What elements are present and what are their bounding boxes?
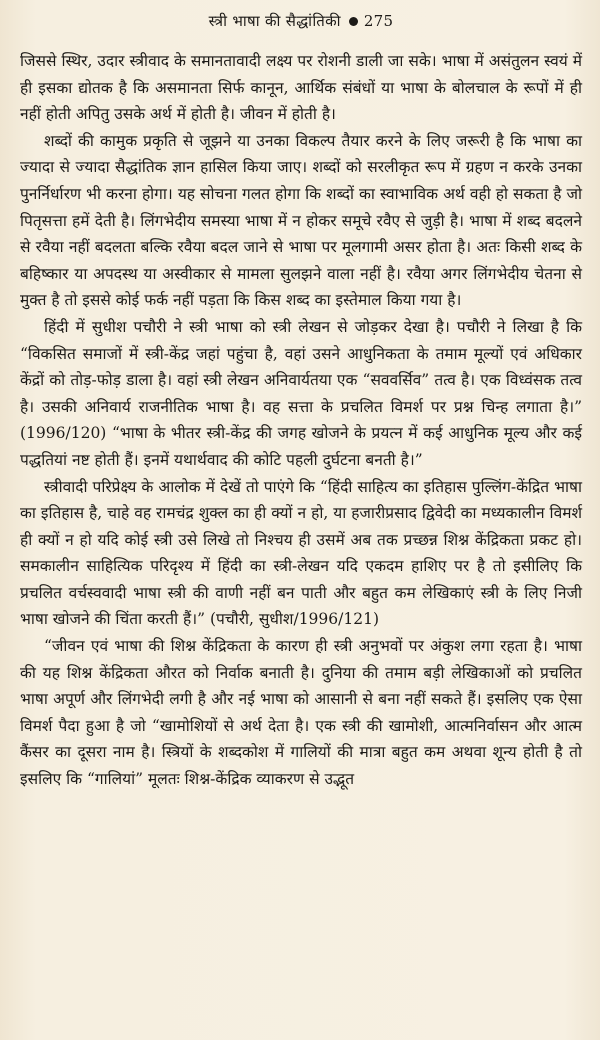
- page-number: 275: [363, 12, 394, 30]
- running-title: स्त्री भाषा की सैद्धांतिकी: [208, 12, 341, 30]
- body-text: [20, 48, 582, 793]
- paragraph-4: स्त्रीवादी परिप्रेक्ष्य के आलोक में देखें तो पाएंगे कि “हिंदी साहित्य का इतिहास पुल्लिंग-केंद्रित भाषा का इतिहास है, चाहे वह रामचंद्र शुक्ल का ही क्यों न हो, या हजारीप्रसाद द्विवेदी का मध्यकालीन विमर्श ही क्यों न हो यदि कोई स्त्री उसे लिखे तो निश्चय ही उसमें अब तक प्रच्छन्न शिश्न केंद्रिकता प्रकट हो। समकालीन साहित्यिक परिदृश्य में हिंदी का स्त्री-लेखन यदि एकदम हाशिए पर है तो इसीलिए कि प्रचलित वर्चस्ववादी भाषा स्त्री की वाणी नहीं बन पाती और बहुत कम लेखिकाएं स्त्री के लिए निजी भाषा खोजने की चिंता करती हैं।” (पचौरी, सुधीश/1996/121): [20, 477, 582, 629]
- paragraph-1: जिससे स्थिर, उदार स्त्रीवाद के समानतावादी लक्ष्य पर रोशनी डाली जा सके। भाषा में असंतुलन स्वयं में ही इसका द्योतक है कि असमानता सिर्फ कानून, आर्थिक संबंधों या भाषा के बोलचाल के रूपों में ही नहीं होती अपितु उसके अर्थ में होती है। जीवन में होती है।: [20, 52, 582, 124]
- bullet-dot-icon: [349, 17, 358, 26]
- paragraph-5: “जीवन एवं भाषा की शिश्न केंद्रिकता के कारण ही स्त्री अनुभवों पर अंकुश लगा रहता है। भाषा की यह शिश्न केंद्रिकता औरत को निर्वाक बनाती है। दुनिया की तमाम बड़ी लेखिकाओं को प्रचलित भाषा अपूर्ण और लिंगभेदी लगी है और नई भाषा को आसानी से बना नहीं सकते हैं। इसलिए एक ऐसा विमर्श पैदा हुआ है जो “खामोशियों से अर्थ देता है। एक स्त्री की खामोशी, आत्मनिर्वासन और आत्म कैंसर का दूसरा नाम है। स्त्रियों के शब्दकोश में गालियों की मात्रा बहुत कम अथवा शून्य होती है तो इसलिए कि “गालियां” मूलतः शिश्न-केंद्रिक व्याकरण से उद्भूत: [20, 637, 582, 789]
- running-header: [20, 8, 582, 38]
- paragraph-2: शब्दों की कामुक प्रकृति से जूझने या उनका विकल्प तैयार करने के लिए जरूरी है कि भाषा का ज्यादा से ज्यादा सैद्धांतिक ज्ञान हासिल किया जाए। शब्दों को सरलीकृत रूप में ग्रहण न करके उनका पुनर्निर्धारण भी करना होगा। यह सोचना गलत होगा कि शब्दों का स्वाभाविक अर्थ वही हो सकता है जो पितृसत्ता हमें देती है। लिंगभेदीय समस्या भाषा में न होकर समूचे रवैए से जुड़ी है। भाषा में शब्द बदलने से रवैया नहीं बदलता बल्कि रवैया बदल जाने से भाषा पर मूलगामी असर होता है। अतः किसी शब्द के बहिष्कार या अपदस्थ या अस्वीकार से मामला सुलझने वाला नहीं है। रवैया अगर लिंगभेदीय चेतना से मुक्त है तो इससे कोई फर्क नहीं पड़ता कि किस शब्द का इस्तेमाल किया गया है।: [20, 131, 582, 310]
- paragraph-3: हिंदी में सुधीश पचौरी ने स्त्री भाषा को स्त्री लेखन से जोड़कर देखा है। पचौरी ने लिखा है कि “विकसित समाजों में स्त्री-केंद्र जहां पहुंचा है, वहां उसने आधुनिकता के तमाम मूल्यों एवं अधिकार केंद्रों को तोड़-फोड़ डाला है। वहां स्त्री लेखन अनिवार्यतया एक “सववर्सिव” तत्व है। एक विध्वंसक तत्व है। उसकी अनिवार्य राजनीतिक भाषा है। वह सत्ता के प्रचलित विमर्श पर प्रश्न चिन्ह लगाता है।” (1996/120) “भाषा के भीतर स्त्री-केंद्र की जगह खोजने के प्रयत्न में कई आधुनिक मूल्य और कई पद्धतियां नष्ट होती हैं। इनमें यथार्थवाद की कोटि पहली दुर्घटना बनती है।”: [20, 317, 582, 469]
